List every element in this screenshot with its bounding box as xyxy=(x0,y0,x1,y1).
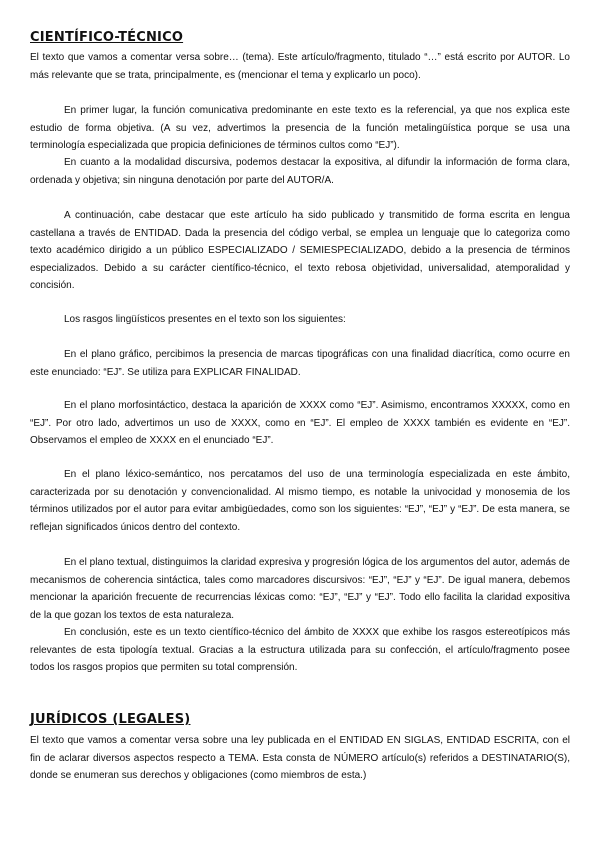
paragraph-rasgos-intro: Los rasgos lingüísticos presentes en el texto son los siguientes: xyxy=(64,314,346,325)
paragraph-plano-textual: En el plano textual, distinguimos la claridad expresiva y progresión lógica de los argumentos del autor, además de mecanismos de coherencia sintáctica, tales como marcadores discursivos: “EJ”, “EJ” y “EJ”. De igual manera, debemos mencionar la aparición frecuente de recurrencias léxicas como: “EJ”, “EJ” y “EJ”. Todo ello facilita la claridad expositiva de la que gozan los textos de esta naturaleza. xyxy=(30,557,570,621)
paragraph-intro: El texto que vamos a comentar versa sobre… (tema). Este artículo/fragmento, titulado “…” está escrito por AUTOR. Lo más relevante que se trata, principalmente, es (mencionar el tema y explicarlo un poco). xyxy=(30,52,570,81)
paragraph-funcion-comunicativa: En primer lugar, la función comunicativa predominante en este texto es la referencial, ya que nos explica este estudio de forma objetiva. (A su vez, advertimos la presencia de la función metalingüística porque se usa una terminología especializada que propicia definiciones de términos cultos como “EJ”). xyxy=(30,105,570,152)
section-heading-juridicos: JURÍDICOS (LEGALES) xyxy=(30,712,191,727)
paragraph-conclusion: En conclusión, este es un texto científico-técnico del ámbito de XXXX que exhibe los rasgos estereotípicos más relevantes de esta tipología textual. Gracias a la estructura utilizada para su confección, el artículo/fragmento posee todos los rasgos propios que permiten su total comprensión. xyxy=(30,627,570,674)
paragraph-plano-lexico-semantico: En el plano léxico-semántico, nos percatamos del uso de una terminología especializada en este ámbito, caracterizada por su denotación y convencionalidad. Al mismo tiempo, es notable la univocidad y monosemia de los términos utilizados por el autor para evitar ambigüedades, como son los siguientes: “EJ”, “EJ” y “EJ”. De esta manera, se reflejan significados únicos dentro del contexto. xyxy=(30,469,570,533)
paragraph-plano-grafico: En el plano gráfico, percibimos la presencia de marcas tipográficas con una finalidad diacrítica, como ocurre en este enunciado: “EJ”. Se utiliza para EXPLICAR FINALIDAD. xyxy=(30,349,570,378)
paragraph-plano-morfosintactico: En el plano morfosintáctico, destaca la aparición de XXXX como “EJ”. Asimismo, encontramos XXXXX, como en “EJ”. Por otro lado, advertimos un uso de XXXX, como en “EJ”. El empleo de XXXX también es evidente en “EJ”. Observamos el empleo de XXXX en el enunciado “EJ”. xyxy=(30,400,570,447)
paragraph-modalidad-discursiva: En cuanto a la modalidad discursiva, podemos destacar la expositiva, al difundir la información de forma clara, ordenada y objetiva; sin ninguna denotación por parte del AUTOR/A. xyxy=(30,157,570,186)
paragraph-juridicos-intro: El texto que vamos a comentar versa sobre una ley publicada en el ENTIDAD EN SIGLAS, ENTIDAD ESCRITA, con el fin de aclarar diversos aspectos respecto a TEMA. Esta consta de NÚMERO artículo(s) referidos a DESTINATARIO(S), donde se enumeran sus derechos y obligaciones (como miembros de esta.) xyxy=(30,735,570,782)
paragraph-contexto-publicacion: A continuación, cabe destacar que este artículo ha sido publicado y transmitido de forma escrita en lengua castellana a través de ENTIDAD. Dada la presencia del código verbal, se emplea un lenguaje que lo categoriza como texto académico dirigido a un público ESPECIALIZADO / SEMIESPECIALIZADO, debido a la presencia de términos especializados. Debido a su carácter científico-técnico, el texto rebosa objetividad, universalidad, atemporalidad y concisión. xyxy=(30,210,570,292)
section-heading-cientifico-tecnico: CIENTÍFICO-TÉCNICO xyxy=(30,30,184,45)
